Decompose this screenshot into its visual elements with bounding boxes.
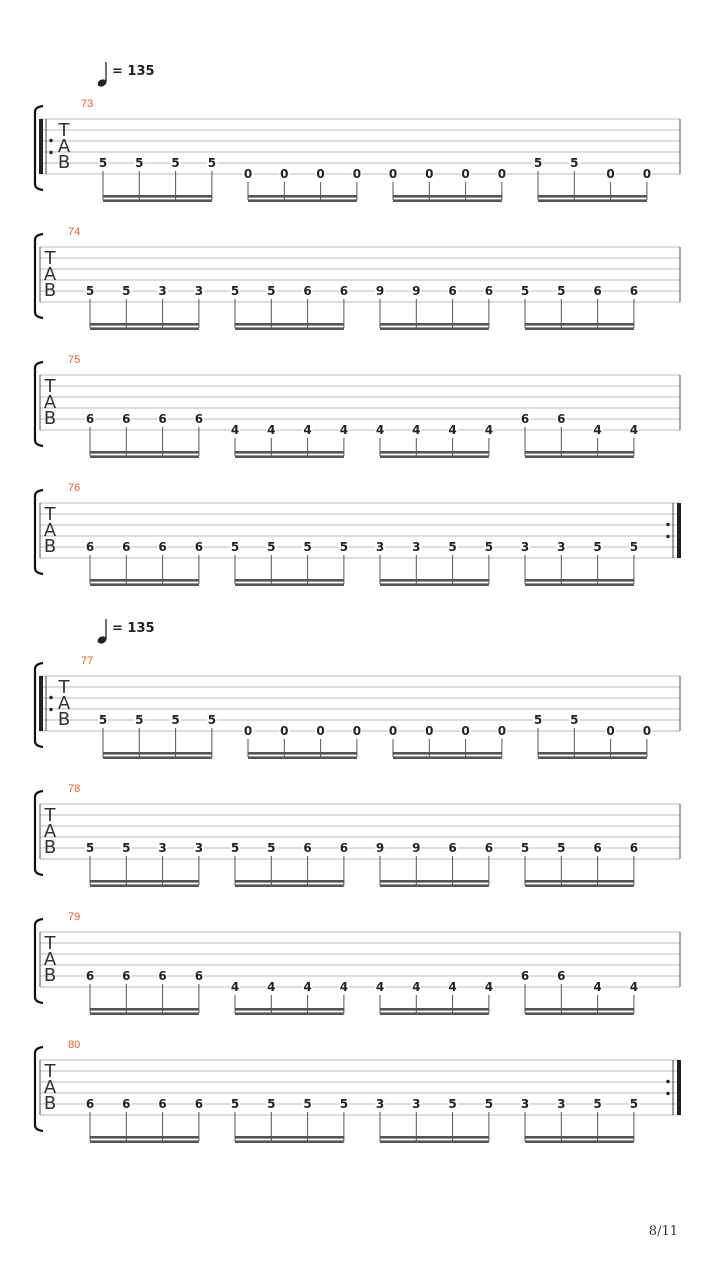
repeat-dot	[49, 151, 52, 154]
beam-primary	[525, 1136, 634, 1139]
fret-number: 9	[412, 284, 421, 298]
fret-number: 3	[557, 540, 566, 554]
fret-number: 5	[339, 1097, 349, 1111]
fret-number: 0	[243, 724, 253, 738]
beam-primary	[248, 752, 357, 755]
fret-number: 4	[303, 423, 312, 437]
beam-secondary	[525, 327, 634, 330]
beam-secondary	[90, 327, 199, 330]
fret-number: 4	[484, 980, 494, 994]
fret-number: 6	[557, 969, 566, 983]
fret-number: 5	[448, 1097, 457, 1111]
beam-primary	[525, 579, 634, 582]
fret-number: 5	[230, 841, 240, 855]
fret-number: 0	[425, 167, 434, 181]
fret-number: 3	[194, 841, 204, 855]
beam-primary	[235, 323, 344, 326]
beam-secondary	[90, 884, 199, 887]
fret-number: 0	[388, 167, 398, 181]
repeat-dot	[666, 1092, 669, 1095]
tab-letter: B	[43, 408, 57, 429]
fret-number: 5	[484, 1097, 494, 1111]
tab-letter: B	[43, 837, 57, 858]
fret-number: 5	[570, 713, 579, 727]
tab-letter: T	[44, 504, 56, 525]
fret-number: 6	[122, 1097, 131, 1111]
beam-secondary	[235, 1140, 344, 1143]
fret-number: 4	[629, 980, 639, 994]
beam-secondary	[393, 756, 502, 759]
fret-number: 5	[593, 540, 602, 554]
measure-number: 80	[68, 1039, 81, 1051]
fret-number: 5	[629, 540, 639, 554]
fret-number: 5	[171, 156, 180, 170]
end-thick-barline	[677, 503, 681, 558]
beam-primary	[103, 752, 212, 755]
beam-secondary	[380, 884, 489, 887]
fret-number: 6	[303, 841, 312, 855]
tempo-marking	[96, 619, 154, 645]
tab-system	[35, 655, 680, 759]
fret-number: 5	[533, 156, 543, 170]
beam-secondary	[380, 1140, 489, 1143]
tab-letter: A	[57, 693, 71, 714]
beam-primary	[248, 195, 357, 198]
fret-number: 5	[85, 841, 95, 855]
tab-letter: B	[57, 152, 71, 173]
fret-number: 5	[570, 156, 579, 170]
fret-number: 6	[520, 412, 530, 426]
beam-secondary	[380, 327, 489, 330]
fret-number: 6	[194, 540, 204, 554]
fret-number: 5	[448, 540, 457, 554]
beam-secondary	[525, 884, 634, 887]
fret-number: 6	[484, 284, 494, 298]
tab-letter: A	[43, 520, 57, 541]
beam-primary	[90, 451, 199, 454]
fret-number: 3	[520, 540, 530, 554]
fret-number: 3	[412, 1097, 421, 1111]
measure-number: 73	[81, 98, 94, 110]
fret-number: 3	[194, 284, 204, 298]
fret-number: 6	[339, 284, 349, 298]
beam-primary	[90, 880, 199, 883]
fret-number: 0	[316, 167, 325, 181]
beam-secondary	[525, 1012, 634, 1015]
fret-number: 5	[593, 1097, 602, 1111]
tab-letter: A	[43, 392, 57, 413]
fret-number: 6	[122, 412, 131, 426]
beam-secondary	[380, 455, 489, 458]
fret-number: 0	[388, 724, 398, 738]
beam-secondary	[90, 455, 199, 458]
tab-letter: A	[43, 1077, 57, 1098]
fret-number: 5	[85, 284, 95, 298]
fret-number: 4	[412, 423, 421, 437]
beam-secondary	[90, 1140, 199, 1143]
beam-secondary	[525, 583, 634, 586]
fret-number: 5	[171, 713, 180, 727]
tab-letter: B	[43, 1093, 57, 1114]
beam-secondary	[393, 199, 502, 202]
fret-number: 5	[520, 841, 530, 855]
tab-letter: A	[43, 264, 57, 285]
beam-secondary	[248, 756, 357, 759]
tempo-value: = 135	[112, 621, 155, 636]
beam-primary	[90, 579, 199, 582]
beam-primary	[538, 752, 647, 755]
tab-letter: A	[57, 136, 71, 157]
fret-number: 3	[557, 1097, 566, 1111]
tab-system	[35, 226, 680, 330]
fret-number: 4	[593, 423, 602, 437]
beam-primary	[525, 880, 634, 883]
fret-number: 6	[85, 969, 95, 983]
beam-secondary	[538, 756, 647, 759]
beam-secondary	[235, 327, 344, 330]
fret-number: 4	[448, 423, 457, 437]
beam-secondary	[538, 199, 647, 202]
beam-primary	[235, 451, 344, 454]
fret-number: 3	[158, 841, 167, 855]
fret-number: 4	[448, 980, 457, 994]
beam-primary	[90, 323, 199, 326]
beam-secondary	[235, 583, 344, 586]
measure-number: 74	[68, 226, 81, 238]
tab-system	[35, 911, 680, 1015]
measure-number: 79	[68, 911, 81, 923]
tempo-value: = 135	[112, 64, 155, 79]
tab-letter: T	[44, 933, 56, 954]
fret-number: 5	[303, 540, 312, 554]
beam-secondary	[90, 583, 199, 586]
tab-letter: B	[43, 965, 57, 986]
fret-number: 0	[461, 167, 470, 181]
fret-number: 3	[520, 1097, 530, 1111]
fret-number: 0	[280, 167, 289, 181]
fret-number: 6	[158, 969, 167, 983]
beam-primary	[90, 1136, 199, 1139]
fret-number: 0	[642, 167, 652, 181]
beam-primary	[525, 323, 634, 326]
beam-primary	[235, 579, 344, 582]
tab-letter: T	[44, 1061, 56, 1082]
fret-number: 4	[230, 980, 240, 994]
beam-primary	[103, 195, 212, 198]
beam-primary	[380, 880, 489, 883]
measure-number: 76	[68, 482, 81, 494]
fret-number: 4	[484, 423, 494, 437]
fret-number: 6	[484, 841, 494, 855]
repeat-dot	[49, 708, 52, 711]
beam-secondary	[380, 1012, 489, 1015]
fret-number: 0	[243, 167, 253, 181]
fret-number: 5	[267, 284, 276, 298]
measure-number: 77	[81, 655, 94, 667]
beam-primary	[90, 1008, 199, 1011]
tab-letter: T	[44, 376, 56, 397]
fret-number: 5	[484, 540, 494, 554]
fret-number: 6	[520, 969, 530, 983]
fret-number: 4	[339, 423, 349, 437]
fret-number: 0	[606, 724, 615, 738]
fret-number: 5	[98, 156, 108, 170]
measure-number: 78	[68, 783, 81, 795]
tempo-marking	[96, 62, 154, 88]
beam-primary	[235, 1008, 344, 1011]
repeat-dot	[666, 523, 669, 526]
fret-number: 5	[230, 284, 240, 298]
fret-number: 6	[85, 412, 95, 426]
beam-primary	[393, 752, 502, 755]
beam-secondary	[235, 1012, 344, 1015]
fret-number: 6	[122, 969, 131, 983]
repeat-dot	[666, 1080, 669, 1083]
beam-secondary	[103, 756, 212, 759]
fret-number: 3	[158, 284, 167, 298]
tab-letter: B	[57, 709, 71, 730]
fret-number: 9	[375, 841, 385, 855]
fret-number: 3	[375, 1097, 385, 1111]
fret-number: 5	[267, 1097, 276, 1111]
fret-number: 0	[461, 724, 470, 738]
page-number: 8/11	[648, 1224, 678, 1239]
beam-primary	[538, 195, 647, 198]
fret-number: 5	[207, 713, 217, 727]
fret-number: 6	[85, 1097, 95, 1111]
fret-number: 0	[280, 724, 289, 738]
fret-number: 6	[85, 540, 95, 554]
fret-number: 0	[352, 167, 362, 181]
beam-primary	[235, 880, 344, 883]
tab-system	[35, 783, 680, 887]
fret-number: 6	[593, 284, 602, 298]
beam-primary	[380, 1136, 489, 1139]
fret-number: 6	[339, 841, 349, 855]
tab-letter: T	[58, 677, 70, 698]
fret-number: 4	[412, 980, 421, 994]
fret-number: 5	[207, 156, 217, 170]
fret-number: 3	[412, 540, 421, 554]
repeat-thick-barline	[39, 119, 43, 174]
beam-secondary	[525, 455, 634, 458]
fret-number: 0	[352, 724, 362, 738]
fret-number: 5	[557, 284, 566, 298]
tab-system	[35, 98, 680, 202]
beam-secondary	[235, 884, 344, 887]
fret-number: 5	[303, 1097, 312, 1111]
fret-number: 5	[135, 156, 144, 170]
fret-number: 5	[122, 841, 131, 855]
beam-secondary	[248, 199, 357, 202]
beam-secondary	[90, 1012, 199, 1015]
beam-primary	[525, 1008, 634, 1011]
fret-number: 4	[629, 423, 639, 437]
fret-number: 5	[135, 713, 144, 727]
fret-number: 6	[593, 841, 602, 855]
fret-number: 6	[158, 412, 167, 426]
fret-number: 6	[194, 1097, 204, 1111]
fret-number: 0	[316, 724, 325, 738]
tab-system	[35, 1039, 681, 1143]
beam-secondary	[525, 1140, 634, 1143]
fret-number: 5	[267, 841, 276, 855]
fret-number: 4	[375, 423, 385, 437]
tab-system	[35, 482, 681, 586]
fret-number: 6	[194, 412, 204, 426]
fret-number: 9	[412, 841, 421, 855]
fret-number: 6	[629, 841, 639, 855]
tab-letter: T	[58, 120, 70, 141]
repeat-dot	[666, 535, 669, 538]
fret-number: 5	[520, 284, 530, 298]
fret-number: 6	[158, 1097, 167, 1111]
fret-number: 4	[593, 980, 602, 994]
fret-number: 4	[303, 980, 312, 994]
beam-primary	[380, 451, 489, 454]
tab-letter: T	[44, 248, 56, 269]
beam-primary	[525, 451, 634, 454]
fret-number: 3	[375, 540, 385, 554]
fret-number: 6	[448, 284, 457, 298]
beam-primary	[380, 323, 489, 326]
fret-number: 5	[98, 713, 108, 727]
fret-number: 5	[230, 1097, 240, 1111]
tab-system	[35, 354, 680, 458]
fret-number: 5	[533, 713, 543, 727]
beam-primary	[235, 1136, 344, 1139]
fret-number: 5	[557, 841, 566, 855]
fret-number: 4	[230, 423, 240, 437]
fret-number: 6	[557, 412, 566, 426]
fret-number: 5	[629, 1097, 639, 1111]
repeat-thick-barline	[39, 676, 43, 731]
fret-number: 6	[448, 841, 457, 855]
tab-letter: A	[43, 949, 57, 970]
beam-primary	[393, 195, 502, 198]
beam-secondary	[380, 583, 489, 586]
fret-number: 0	[606, 167, 615, 181]
tab-letter: B	[43, 280, 57, 301]
fret-number: 5	[230, 540, 240, 554]
fret-number: 6	[629, 284, 639, 298]
beam-secondary	[103, 199, 212, 202]
fret-number: 6	[122, 540, 131, 554]
fret-number: 6	[194, 969, 204, 983]
fret-number: 0	[497, 167, 507, 181]
fret-number: 5	[339, 540, 349, 554]
tab-letter: A	[43, 821, 57, 842]
beam-primary	[380, 579, 489, 582]
fret-number: 4	[267, 423, 276, 437]
repeat-dot	[49, 139, 52, 142]
end-thick-barline	[677, 1060, 681, 1115]
fret-number: 4	[339, 980, 349, 994]
fret-number: 4	[375, 980, 385, 994]
fret-number: 9	[375, 284, 385, 298]
tab-letter: T	[44, 805, 56, 826]
tab-letter: B	[43, 536, 57, 557]
measure-number: 75	[68, 354, 81, 366]
fret-number: 4	[267, 980, 276, 994]
fret-number: 0	[425, 724, 434, 738]
beam-primary	[380, 1008, 489, 1011]
fret-number: 6	[303, 284, 312, 298]
repeat-dot	[49, 696, 52, 699]
fret-number: 0	[642, 724, 652, 738]
fret-number: 6	[158, 540, 167, 554]
fret-number: 5	[122, 284, 131, 298]
fret-number: 5	[267, 540, 276, 554]
fret-number: 0	[497, 724, 507, 738]
beam-secondary	[235, 455, 344, 458]
